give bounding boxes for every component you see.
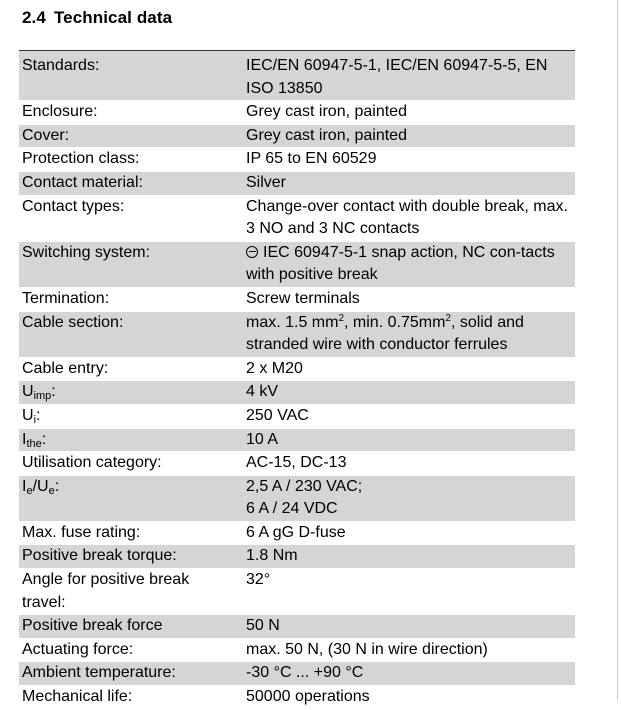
superscript: 2 [445, 312, 451, 324]
label-main: U [22, 406, 34, 424]
table-row [19, 172, 575, 196]
table-row [19, 662, 575, 686]
row-label: Ambient temperature: [22, 664, 176, 682]
label-tail: : [54, 477, 60, 495]
table-row [19, 522, 575, 546]
row-value: 2 x M20 [246, 359, 303, 377]
table-row [19, 639, 575, 663]
table-row [19, 615, 575, 639]
row-value: 32° [246, 571, 271, 589]
row-value: 50 N [246, 617, 280, 635]
row-label: Positive break force [22, 617, 163, 635]
row-label: Cable entry: [22, 359, 109, 377]
row-value: 6 A gG D-fuse [246, 523, 346, 541]
row-value [246, 242, 575, 287]
switching-system-text: IEC 60947-5-1 snap action, NC con-tacts with positive break [246, 243, 555, 284]
table-row [19, 476, 575, 522]
row-value: -30 °C ... +90 °C [246, 664, 364, 682]
row-value: 10 A [246, 430, 279, 448]
row-value: IP 65 to EN 60529 [246, 150, 377, 168]
technical-data-table [19, 50, 575, 710]
table-row [19, 51, 575, 101]
row-value [246, 476, 575, 521]
row-value [246, 312, 575, 357]
label-main: I [22, 430, 27, 448]
positive-break-icon [246, 246, 258, 258]
cable-section-rest: , solid and stranded wire with conductor ferrules [246, 313, 524, 354]
section-heading [22, 8, 172, 28]
row-label: Protection class: [22, 150, 140, 168]
row-value: Screw terminals [246, 289, 360, 307]
table-row [19, 358, 575, 382]
row-label [19, 429, 246, 452]
label-subscript: imp [33, 390, 52, 403]
row-label: Contact types: [22, 197, 125, 215]
row-label: Contact material: [22, 173, 143, 191]
row-value: 1.8 Nm [246, 547, 298, 565]
section-title: Technical data [53, 8, 173, 27]
row-value: Grey cast iron, painted [246, 126, 407, 144]
label-main: U [22, 383, 34, 401]
row-label: Termination: [22, 289, 110, 307]
row-value: 4 kV [246, 383, 279, 401]
table-row [19, 242, 575, 288]
table-row [19, 429, 575, 453]
table-row [19, 452, 575, 476]
table-row [19, 686, 575, 710]
label-subscript: e [48, 484, 55, 497]
row-value: AC-15, DC-13 [246, 454, 347, 472]
superscript: 2 [338, 312, 345, 324]
row-value: IEC/EN 60947-5-1, IEC/EN 60947-5-5, EN ISO 13850 [246, 57, 548, 97]
row-label: Positive break torque: [22, 547, 177, 565]
table-row [19, 196, 575, 242]
row-value: 250 VAC [246, 406, 309, 424]
row-label: Cable section: [22, 313, 124, 331]
table-row [19, 381, 575, 405]
value-line: 2,5 A / 230 VAC; [246, 477, 363, 495]
row-label: Enclosure: [22, 103, 98, 121]
row-value: 50000 operations [246, 688, 370, 706]
table-row [19, 312, 575, 358]
table-row [19, 148, 575, 172]
section-number: 2.4 [22, 8, 46, 27]
table-row [19, 101, 575, 125]
row-value: Change-over contact with double break, max. 3 NO and 3 NC contacts [246, 197, 568, 238]
row-label [19, 476, 246, 521]
label-tail: : [51, 383, 56, 401]
label-tail: : [36, 406, 41, 424]
row-label: Max. fuse rating: [22, 523, 141, 541]
row-label: Utilisation category: [22, 454, 162, 472]
label-mid: /U [32, 477, 49, 495]
row-label: Cover: [22, 126, 70, 144]
table-row [19, 125, 575, 149]
row-label [19, 405, 246, 428]
row-label: Angle for positive break travel: [22, 571, 190, 611]
row-value: Grey cast iron, painted [246, 103, 407, 121]
row-value: max. 50 N, (30 N in wire direction) [246, 640, 488, 658]
label-subscript: e [26, 484, 33, 497]
page-edge [617, 0, 621, 700]
row-label: Mechanical life: [22, 688, 133, 706]
row-value: Silver [246, 173, 287, 191]
cable-section-min: , min. 0.75mm [344, 313, 446, 331]
label-main: I [22, 477, 27, 495]
row-label [19, 381, 246, 404]
table-row [19, 405, 575, 429]
row-label: Actuating force: [22, 640, 134, 658]
row-label: Switching system: [22, 243, 151, 261]
table-row [19, 288, 575, 312]
cable-section-max: max. 1.5 mm [246, 313, 339, 331]
label-tail: : [41, 430, 47, 448]
table-row [19, 569, 575, 615]
value-line: 6 A / 24 VDC [246, 500, 338, 518]
row-label: Standards: [22, 57, 100, 74]
table-row [19, 545, 575, 569]
label-subscript: the [26, 437, 42, 450]
label-subscript: i [33, 413, 37, 426]
